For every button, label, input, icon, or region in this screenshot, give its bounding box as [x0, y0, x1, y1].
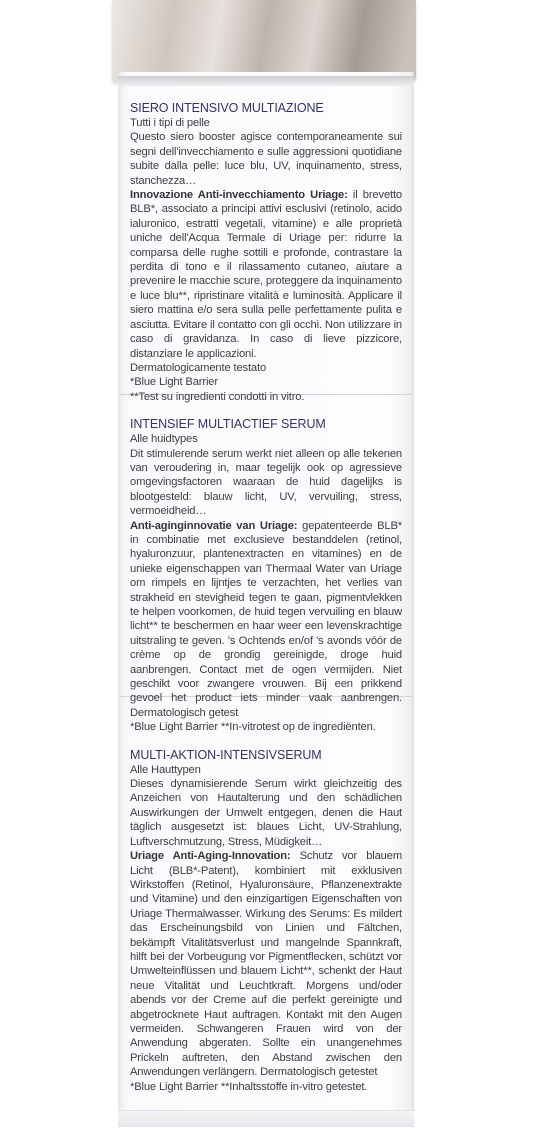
package-bottom-edge — [118, 1110, 414, 1127]
section-intro: Dit stimulerende serum werkt niet alleen op alle tekenen van veroudering in, maar tegelijk ook op agressieve omgevingsfactoren waaraan de huid dagelijks is blootgesteld: blauw licht, UV, vervuiling, stress, vermoeidheid… — [130, 447, 402, 518]
section-dutch — [130, 416, 402, 735]
innovation-text: il brevetto BLB*, associato a principi attivi esclusivi (retinolo, acido ialuronico, estratti vegetali, vitamine) e alle proprietà uniche dell'Acqua Termale di Uriage per: ridurre la comparsa delle rughe sottili e profonde, contrastare la perdita di tono e il rilassamento cutaneo, aiutare a prevenire le macchie scure, proteggere da inquinamento e luce blu**, ripristinare vitalità e luminosità. Applicare il siero mattina e/o sera sulla pelle perfettamente pulita e asciutta. Evitare il contatto con gli occhi. Non utilizzare in caso di gravidanza. In caso di lieve pizzicore, distanziare le applicazioni. — [130, 189, 403, 360]
derm-note: Dermatologicamente testato — [130, 361, 267, 374]
section-title: MULTI-AKTION-INTENSIVSERUM — [130, 747, 322, 762]
section-subtitle: Tutti i tipi di pelle — [130, 117, 210, 129]
innovation-label: Uriage Anti-Aging-Innovation: — [130, 850, 291, 863]
section-german — [130, 747, 402, 1094]
footnote-2: **Test su ingredienti condotti in vitro. — [130, 390, 305, 403]
section-intro: Dieses dynamisierende Serum wirkt gleichzeitig des Anzeichen von Hautalterung und den schädlichen Auswirkungen der Umwelt entgegen, denen die Haut täglich ausgesetzt ist: blaues Licht, UV-Strahlung, Luftverschmutzung, Stress, Müdigkeit… — [130, 778, 402, 848]
section-body — [130, 188, 402, 361]
footnotes: *Blue Light Barrier **In-vitrotest op de ingrediënten. — [130, 721, 376, 734]
innovation-text: Schutz vor blauem Licht (BLB*-Patent), kombiniert mit exklusiven Wirkstoffen (Retinol, Hyaluronsäure, Pflanzenextrakte und Vitamine) und den einzigartigen Eigenschaften von Uriage Thermalwasser. Wirkung des Serums: Es mildert das Erscheinungsbild von Linien und Fältchen, bekämpft Vitalitätsverlust und mangelnde Spannkraft, hilft bei der Vorbeugung vor Pigmentflecken, schützt vor Umwelteinflüssen und blauem Licht**, schenkt der Haut neue Vitalität und Leuchtkraft. Morgens und/oder abends vor der Creme auf die perfekt gereinigte und abgetrocknete Haut auftragen. Kontakt mit den Augen vermeiden. Schwangeren Frauen wird von der Anwendung abgeraten. Sollte ein unangenehmes Prickeln auftreten, den Abstand zwischen den Anwendungen verlängern. Dermatologisch getestet — [130, 850, 402, 1079]
footnote-1: *Blue Light Barrier — [130, 376, 218, 389]
section-body — [130, 849, 402, 1080]
section-italian — [130, 100, 402, 404]
innovation-label: Anti-aginginnovatie van Uriage: — [130, 519, 298, 532]
footnotes: *Blue Light Barrier **Inhaltsstoffe in-vitro getestet. — [130, 1080, 368, 1093]
section-subtitle: Alle Hauttypen — [130, 763, 201, 776]
innovation-label: Innovazione Anti-invecchiamento Uriage: — [130, 189, 348, 202]
package-lid — [112, 0, 416, 82]
section-title: INTENSIEF MULTIACTIEF SERUM — [130, 417, 326, 432]
package-lid-rim — [118, 76, 414, 86]
section-title: SIERO INTENSIVO MULTIAZIONE — [130, 101, 324, 115]
section-body — [130, 519, 402, 721]
section-subtitle: Alle huidtypes — [130, 433, 198, 446]
label-text — [130, 100, 402, 1106]
innovation-text: gepatenteerde BLB* in combinatie met exclusieve bestanddelen (retinol, hyaluronzuur, plantenextracten en vitamines) en de unieke eigenschappen van Thermaal Water van Uriage om rimpels en lijntjes te verzachten, het verlies van strakheid en stevigheid tegen te gaan, pigmentvlekken te helpen voorkomen, de huid tegen vervuiling en blauw licht** te beschermen en haar weer een levenskrachtige uitstraling te geven. 's Ochtends en/of 's avonds vóór de crème op de grondig gereinigde, droge huid aanbrengen. Contact met de ogen vermijden. Niet geschikt voor zwangere vrouwen. Bij een prikkend gevoel het product iets minder vaak aanbrengen. Dermatologisch getest — [130, 519, 402, 719]
section-intro: Questo siero booster agisce contemporaneamente sui segni dell'invecchiamento e sulle aggressioni quotidiane subite dalla pelle: luce blu, UV, inquinamento, stress, stanchezza… — [130, 131, 402, 187]
